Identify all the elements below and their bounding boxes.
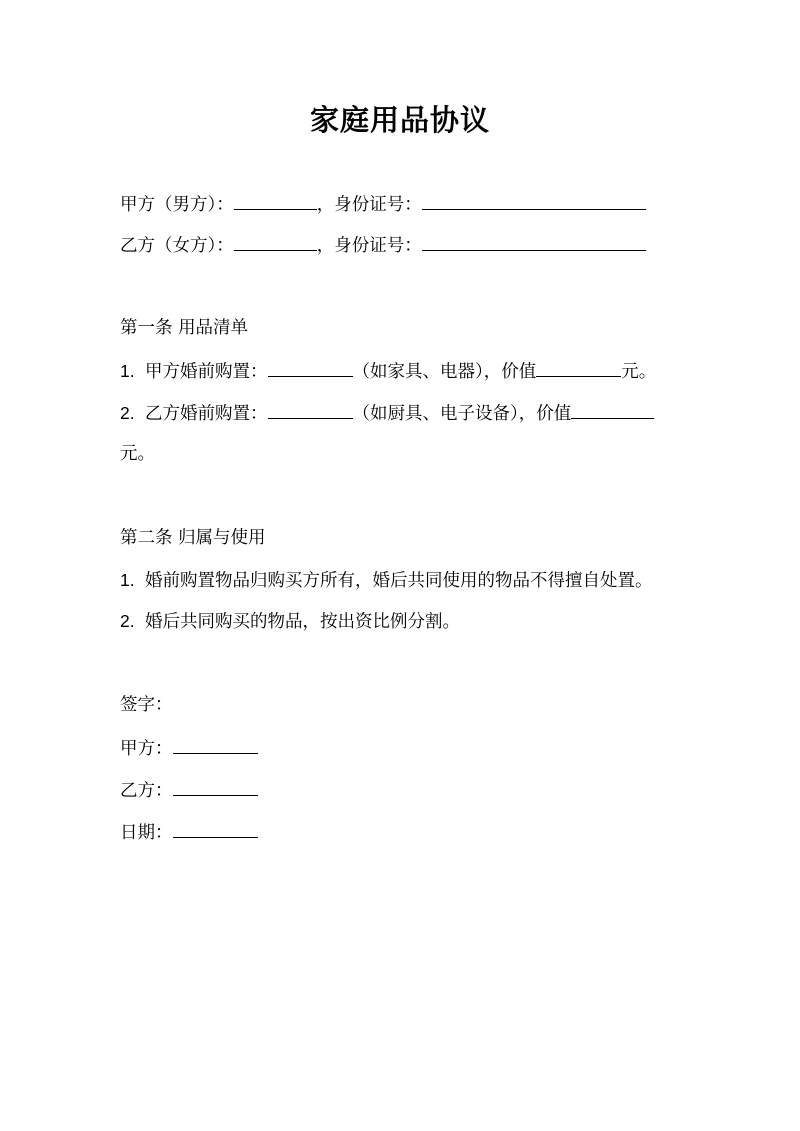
signature-party-b-blank [173,777,258,796]
article1-item2-text-before: 乙方婚前购置： [145,404,268,424]
signature-party-a-label: 甲方： [120,739,173,759]
signature-date-label: 日期： [120,823,173,843]
article1-item1-text-after: 元。 [621,362,657,382]
article1-item1-item-blank [268,358,353,377]
article1-item2-value-blank [571,400,654,419]
party-a-line [120,191,646,217]
article1-item2-continuation: 元。 [120,444,155,464]
signature-party-b [120,777,258,803]
article2-heading: 第二条 归属与使用 [120,528,266,548]
article1-item2-number: 2. [120,403,135,423]
article1-item2-text-middle: （如厨具、电子设备），价值 [352,404,572,424]
document-title: 家庭用品协议 [309,103,490,137]
article1-item1-number: 1. [120,361,135,381]
article1-item1 [120,358,656,384]
signature-party-a [120,735,258,761]
signature-date [120,819,258,845]
signature-heading: 签字： [120,695,173,715]
party-b-label: 乙方（女方）： [120,236,234,256]
article1-item1-value-blank [536,358,621,377]
article2-item1-text: 婚前购置物品归购买方所有，婚后共同使用的物品不得擅自处置。 [145,571,653,591]
signature-party-a-blank [173,735,258,754]
party-a-id-blank [422,191,646,210]
party-b-id-label: ，身份证号： [316,236,422,256]
party-b-id-blank [422,232,646,251]
party-b-name-blank [234,232,317,251]
party-a-name-blank [234,191,317,210]
party-b-line [120,232,646,258]
article2-item1-number: 1. [120,570,135,590]
article2-item1 [120,568,653,593]
signature-date-blank [173,819,258,838]
article1-item1-text-before: 甲方婚前购置： [145,362,268,382]
article1-item2 [120,400,654,426]
article2-item2-text: 婚后共同购买的物品，按出资比例分割。 [145,612,460,632]
signature-party-b-label: 乙方： [120,781,173,801]
article1-heading: 第一条 用品清单 [120,318,249,338]
party-a-id-label: ，身份证号： [316,195,422,215]
article1-item1-text-middle: （如家具、电器），价值 [352,362,537,382]
article2-item2 [120,609,460,634]
party-a-label: 甲方（男方）： [120,195,234,215]
article1-item2-item-blank [268,400,353,419]
article2-item2-number: 2. [120,611,135,631]
